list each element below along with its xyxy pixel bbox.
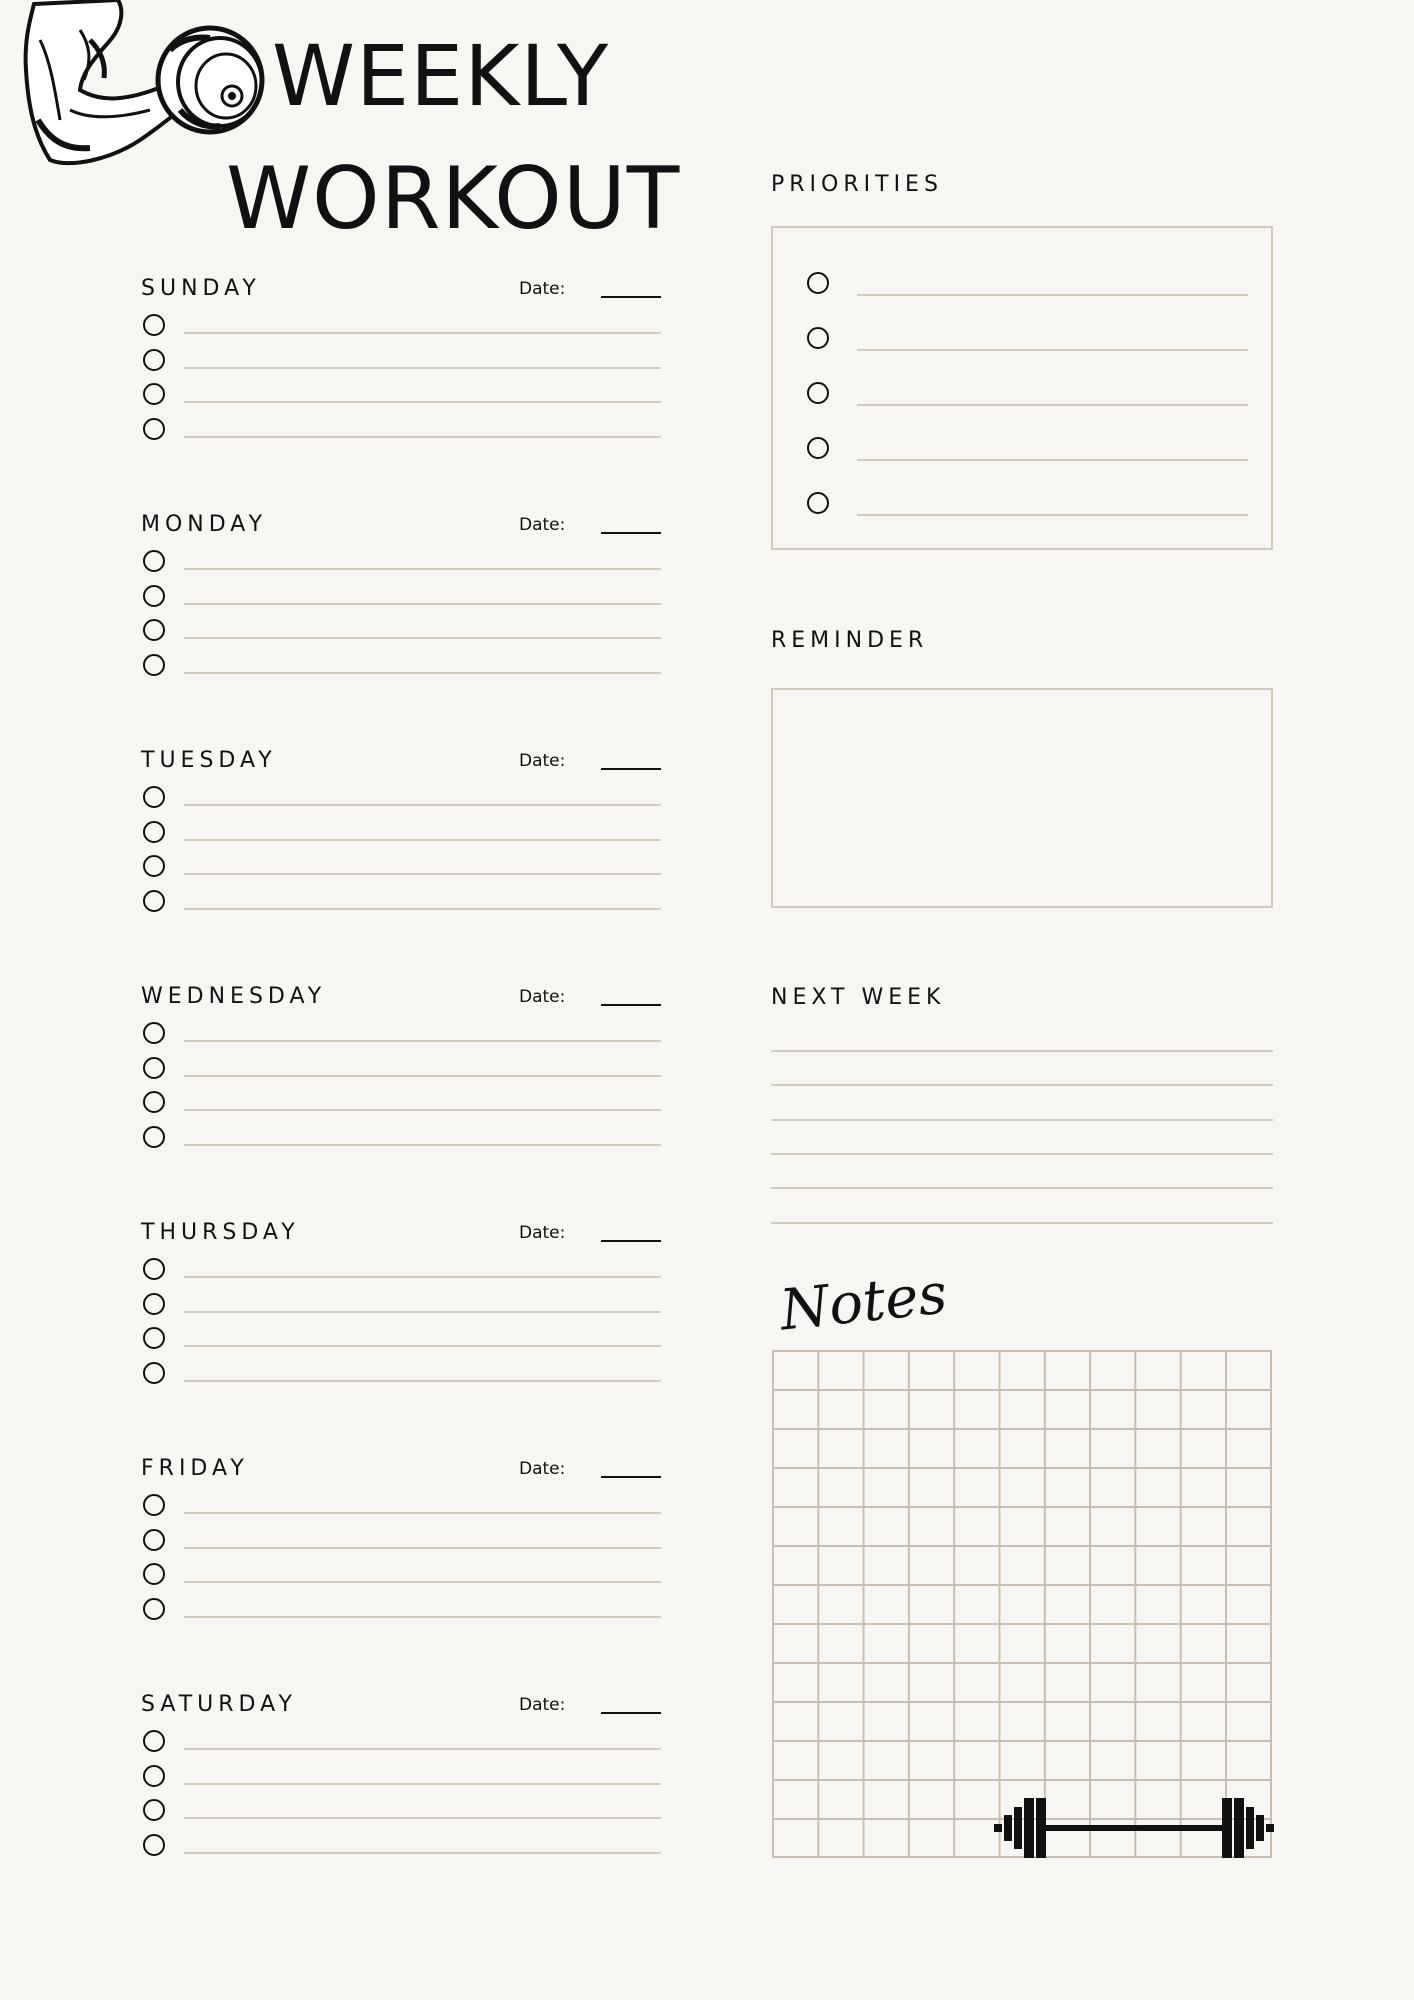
priority-checkbox[interactable]	[807, 327, 829, 349]
workout-line[interactable]	[184, 1380, 661, 1382]
checkbox[interactable]	[143, 418, 165, 440]
priority-line[interactable]	[857, 459, 1248, 461]
workout-line[interactable]	[184, 603, 661, 605]
priority-checkbox[interactable]	[807, 492, 829, 514]
workout-line[interactable]	[184, 873, 661, 875]
workout-line[interactable]	[184, 1075, 661, 1077]
barbell-icon	[994, 1793, 1274, 1863]
checkbox[interactable]	[143, 314, 165, 336]
date-label: Date:	[519, 987, 566, 1007]
date-field[interactable]	[601, 532, 661, 534]
priority-line[interactable]	[857, 514, 1248, 516]
checkbox[interactable]	[143, 585, 165, 607]
checkbox[interactable]	[143, 383, 165, 405]
workout-line[interactable]	[184, 401, 661, 403]
date-field[interactable]	[601, 1240, 661, 1242]
flexed-arm-dumbbell-icon	[20, 0, 270, 170]
date-label: Date:	[519, 1695, 566, 1715]
workout-line[interactable]	[184, 1311, 661, 1313]
workout-line[interactable]	[184, 436, 661, 438]
checkbox[interactable]	[143, 1765, 165, 1787]
checkbox[interactable]	[143, 1799, 165, 1821]
checkbox[interactable]	[143, 654, 165, 676]
date-field[interactable]	[601, 768, 661, 770]
date-label: Date:	[519, 1459, 566, 1479]
day-label: THURSDAY	[141, 1220, 300, 1245]
checkbox[interactable]	[143, 1563, 165, 1585]
day-label: WEDNESDAY	[141, 984, 327, 1009]
workout-line[interactable]	[184, 1345, 661, 1347]
checkbox[interactable]	[143, 550, 165, 572]
workout-line[interactable]	[184, 1748, 661, 1750]
priorities-label: PRIORITIES	[771, 172, 943, 197]
next-week-line[interactable]	[771, 1050, 1273, 1052]
checkbox[interactable]	[143, 1258, 165, 1280]
checkbox[interactable]	[143, 1057, 165, 1079]
workout-line[interactable]	[184, 1581, 661, 1583]
checkbox[interactable]	[143, 786, 165, 808]
checkbox[interactable]	[143, 1362, 165, 1384]
date-label: Date:	[519, 1223, 566, 1243]
workout-line[interactable]	[184, 1783, 661, 1785]
reminder-label: REMINDER	[771, 628, 929, 653]
checkbox[interactable]	[143, 890, 165, 912]
checkbox[interactable]	[143, 1091, 165, 1113]
workout-line[interactable]	[184, 332, 661, 334]
workout-line[interactable]	[184, 908, 661, 910]
next-week-line[interactable]	[771, 1187, 1273, 1189]
checkbox[interactable]	[143, 1494, 165, 1516]
checkbox[interactable]	[143, 1598, 165, 1620]
priority-line[interactable]	[857, 349, 1248, 351]
priority-checkbox[interactable]	[807, 437, 829, 459]
title-line-1: WEEKLY	[272, 27, 610, 125]
date-field[interactable]	[601, 1712, 661, 1714]
checkbox[interactable]	[143, 1834, 165, 1856]
priority-checkbox[interactable]	[807, 272, 829, 294]
title-line-2: WORKOUT	[226, 149, 681, 249]
workout-line[interactable]	[184, 672, 661, 674]
workout-line[interactable]	[184, 1852, 661, 1854]
checkbox[interactable]	[143, 1293, 165, 1315]
notes-title: Notes	[777, 1261, 951, 1344]
next-week-line[interactable]	[771, 1119, 1273, 1121]
date-field[interactable]	[601, 296, 661, 298]
checkbox[interactable]	[143, 1730, 165, 1752]
priority-line[interactable]	[857, 294, 1248, 296]
workout-line[interactable]	[184, 839, 661, 841]
next-week-label: NEXT WEEK	[771, 985, 946, 1010]
checkbox[interactable]	[143, 349, 165, 371]
checkbox[interactable]	[143, 619, 165, 641]
workout-line[interactable]	[184, 367, 661, 369]
next-week-line[interactable]	[771, 1222, 1273, 1224]
date-label: Date:	[519, 751, 566, 771]
workout-line[interactable]	[184, 804, 661, 806]
priority-checkbox[interactable]	[807, 382, 829, 404]
checkbox[interactable]	[143, 1529, 165, 1551]
priority-line[interactable]	[857, 404, 1248, 406]
checkbox[interactable]	[143, 1022, 165, 1044]
day-label: SUNDAY	[141, 276, 261, 301]
date-label: Date:	[519, 279, 566, 299]
date-field[interactable]	[601, 1476, 661, 1478]
priorities-box	[771, 226, 1273, 550]
workout-line[interactable]	[184, 1817, 661, 1819]
checkbox[interactable]	[143, 1126, 165, 1148]
checkbox[interactable]	[143, 855, 165, 877]
reminder-box[interactable]	[771, 688, 1273, 908]
checkbox[interactable]	[143, 821, 165, 843]
day-label: TUESDAY	[141, 748, 277, 773]
workout-line[interactable]	[184, 1040, 661, 1042]
checkbox[interactable]	[143, 1327, 165, 1349]
workout-line[interactable]	[184, 568, 661, 570]
workout-line[interactable]	[184, 1547, 661, 1549]
next-week-line[interactable]	[771, 1153, 1273, 1155]
workout-line[interactable]	[184, 1276, 661, 1278]
day-label: SATURDAY	[141, 1692, 297, 1717]
workout-line[interactable]	[184, 1512, 661, 1514]
next-week-line[interactable]	[771, 1084, 1273, 1086]
day-label: FRIDAY	[141, 1456, 249, 1481]
date-label: Date:	[519, 515, 566, 535]
workout-line[interactable]	[184, 637, 661, 639]
workout-line[interactable]	[184, 1144, 661, 1146]
date-field[interactable]	[601, 1004, 661, 1006]
workout-line[interactable]	[184, 1109, 661, 1111]
day-label: MONDAY	[141, 512, 268, 537]
notes-grid[interactable]	[772, 1350, 1272, 1858]
workout-line[interactable]	[184, 1616, 661, 1618]
